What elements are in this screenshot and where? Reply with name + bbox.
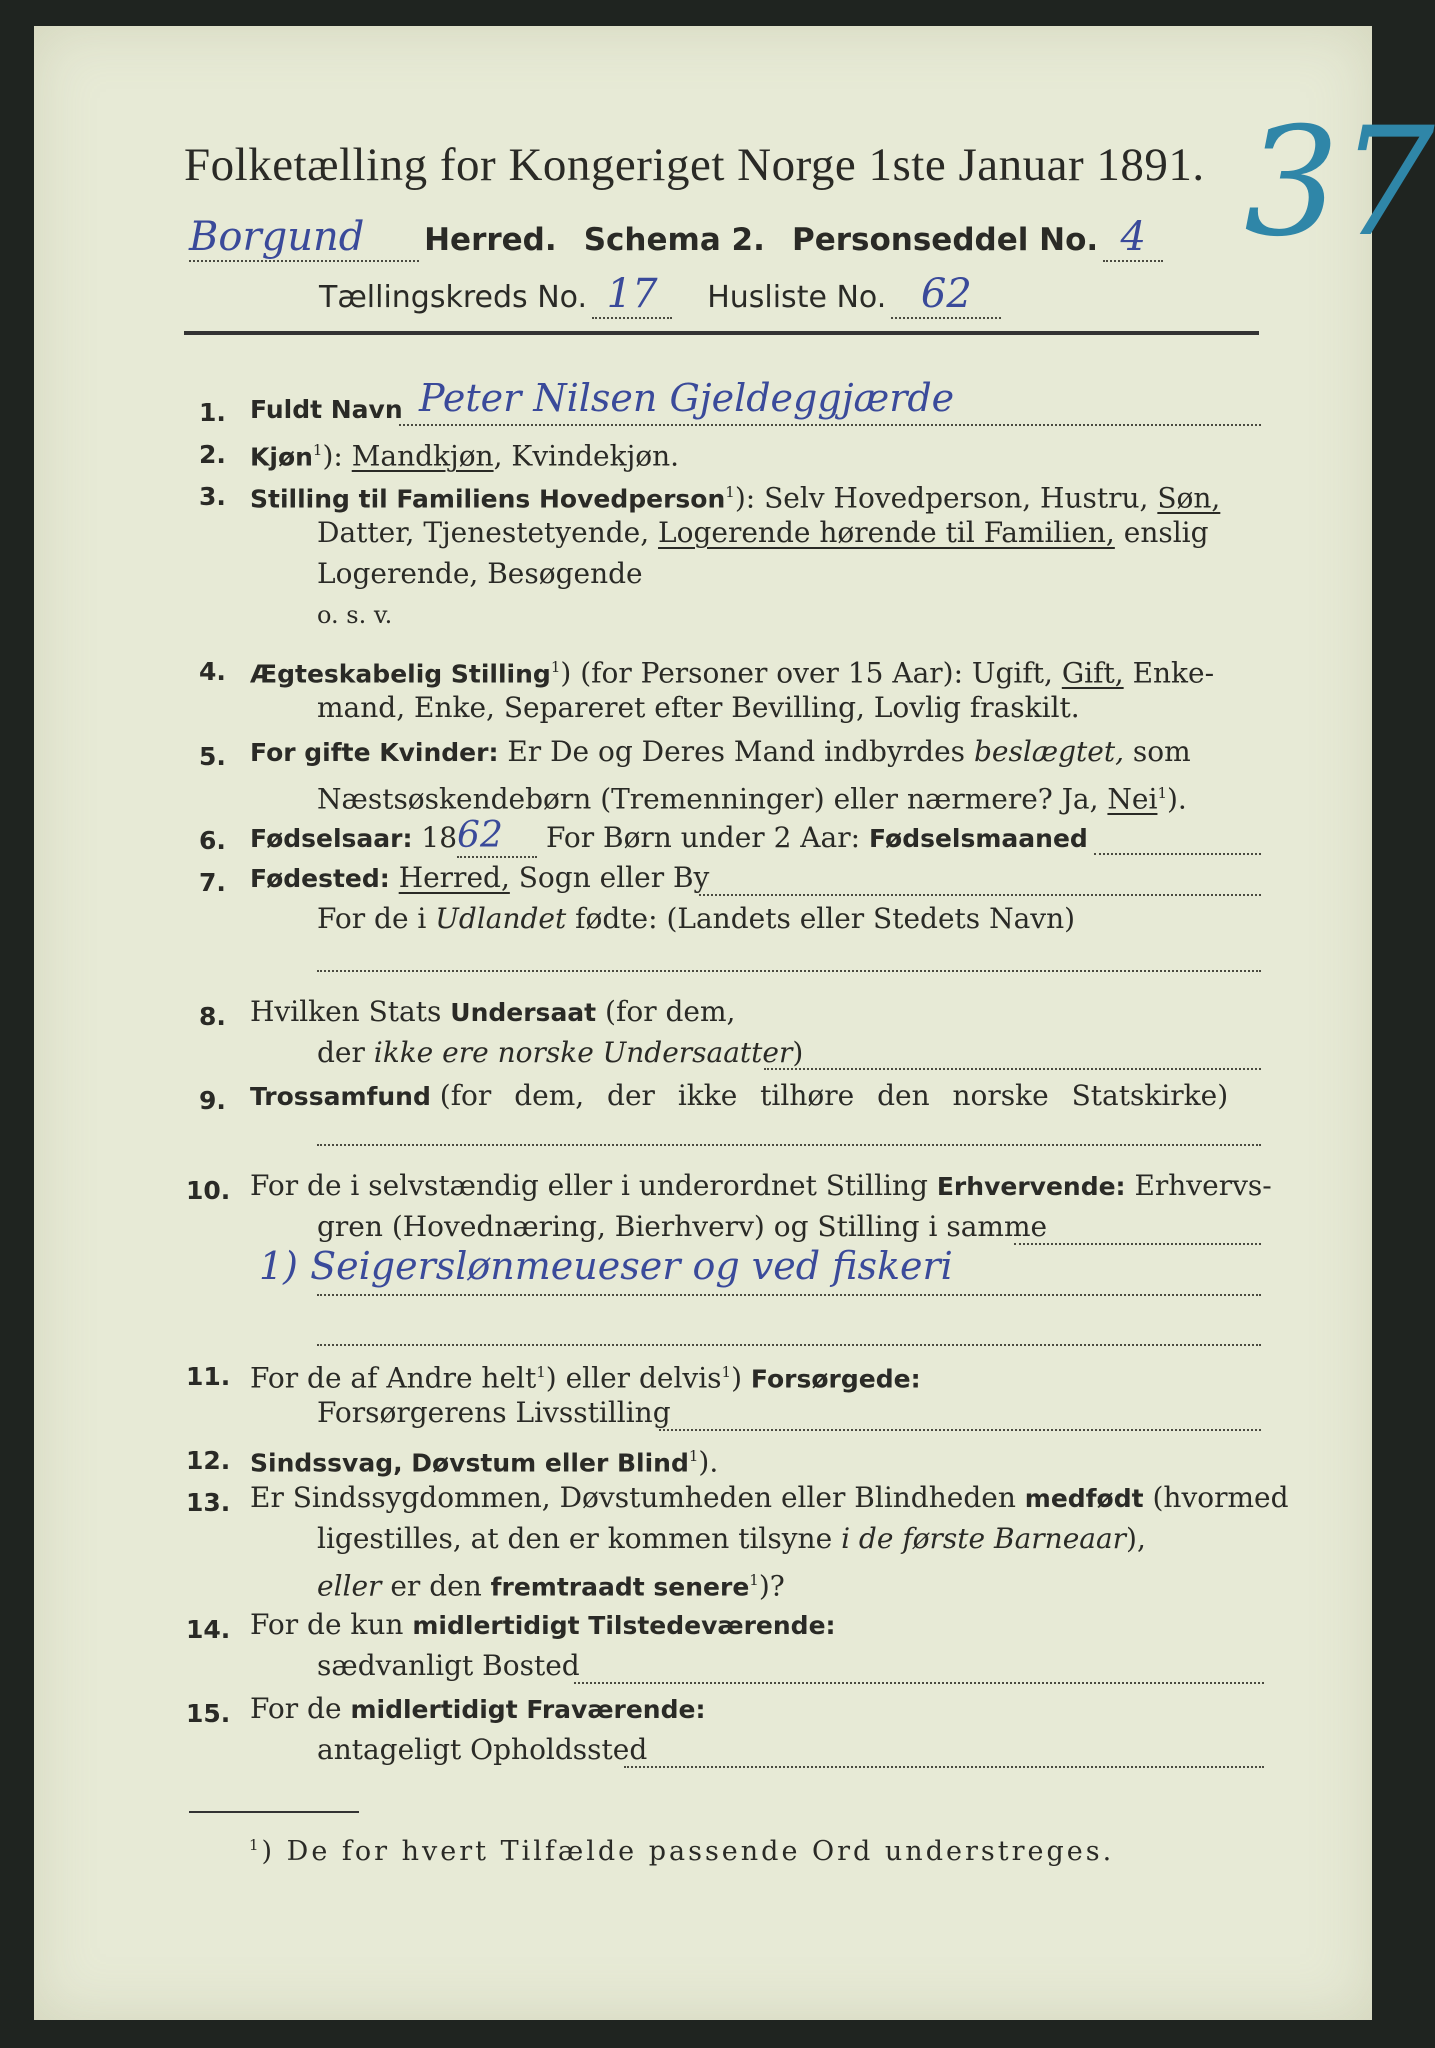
dotted-line (317, 970, 1261, 972)
item-number: 2. (199, 440, 226, 469)
position-options: enslig (1123, 516, 1209, 549)
dependent-label: Forsørgede: (750, 1364, 921, 1394)
birthplace-options: Sogn eller By (518, 861, 710, 894)
answer-no: Nei (1107, 782, 1158, 816)
abroad-question: For de i (317, 902, 427, 935)
disability-question: eller (317, 1569, 382, 1603)
kreds-line (319, 271, 1001, 319)
item-number: 15. (186, 1699, 231, 1728)
footnote-text: De for hvert Tilfælde passende Ord understreges. (286, 1836, 1115, 1867)
usual-residence-label: sædvanligt Bosted (317, 1649, 580, 1682)
marital-options: Enke- (1132, 656, 1215, 690)
item-number: 3. (199, 482, 226, 511)
form-title: Folketælling for Kongeriget Norge 1ste Januar 1891. (184, 139, 1205, 191)
provider-occupation-label: Forsørgerens Livsstilling (317, 1396, 671, 1429)
disability-question: i de første Barneaar (841, 1522, 1127, 1555)
item-10 (250, 1166, 1272, 1207)
footnote-mark: 1 (249, 1836, 262, 1854)
disability-label: Sindssvag, Døvstum eller Blind (250, 1448, 689, 1478)
occupation-value: 1) Seigerslønmeueser og ved fiskeri (259, 1244, 953, 1288)
item-11: For de af Andre helt$^1$) eller delvis$^1$) Forsørgede: (250, 1361, 921, 1395)
item-5 (250, 732, 1191, 773)
kreds-value: 17 (592, 271, 672, 319)
dotted-line (659, 1429, 1261, 1431)
item-number: 11. (186, 1362, 231, 1391)
disability-question: er den (390, 1569, 482, 1603)
item-number: 5. (199, 742, 226, 771)
item-number: 13. (186, 1488, 231, 1517)
item-13 (250, 1478, 1289, 1519)
position-options: Logerende, Besøgende (317, 557, 643, 590)
dotted-line (1014, 1243, 1261, 1245)
married-women-question: Er De og Deres Mand indbyrdes (507, 735, 966, 768)
sex-label: Kjøn (250, 442, 313, 472)
dotted-line (624, 1766, 1264, 1768)
item-1 (250, 389, 403, 430)
item-5-line2: Næstsøskendebørn (Tremenninger) eller nærmere? Ja, Nei$^1$). (317, 782, 1187, 816)
full-name-value: Peter Nilsen Gjeldeggjærde (419, 376, 955, 420)
occupation-question: gren (Hovednæring, Bierhverv) og Stilling i samme (317, 1210, 1048, 1243)
item-13-line3: eller er den fremtraadt senere$^1$)? (317, 1569, 785, 1603)
presumed-residence-label: antageligt Opholdssted (317, 1733, 648, 1766)
birthplace-label: Fødested: (250, 864, 390, 893)
position-options: Selv Hovedperson, Hustru, (764, 481, 1149, 515)
item-number: 9. (199, 1086, 226, 1115)
dotted-line (764, 1068, 1261, 1070)
item-8 (250, 992, 735, 1033)
birth-year-label: Fødselsaar: (250, 824, 413, 853)
disability-question: Er Sindssygdommen, Døvstumheden eller Blindheden (250, 1481, 1016, 1514)
dotted-line (699, 894, 1261, 896)
birth-year-prefix: 18 (421, 821, 458, 854)
item-15 (250, 1689, 705, 1730)
herred-value: Borgund (189, 214, 419, 262)
position-label: Stilling til Familiens Hovedperson (250, 484, 726, 514)
schema-label: Schema 2. (583, 222, 765, 258)
sex-option-female: Kvindekjøn. (511, 439, 680, 473)
item-4: Ægteskabelig Stilling$^1$) (for Personer over 15 Aar): Ugift, Gift, Enke- (250, 656, 1215, 690)
herred-label: Herred. (424, 222, 557, 258)
marital-label: Ægteskabelig Stilling (250, 659, 551, 689)
personseddel-value: 4 (1103, 214, 1163, 262)
dotted-line (317, 1344, 1261, 1346)
dependent-question: eller delvis (565, 1361, 722, 1395)
religion-question: (for dem, der ikke tilhøre den norske Statskirke) (439, 1079, 1229, 1112)
birth-year-value: 62 (457, 816, 537, 858)
item-9 (250, 1076, 1228, 1117)
item-7-line2 (317, 899, 1075, 939)
temporary-present-label: midlertidigt Tilstedeværende: (412, 1611, 836, 1640)
temporary-absent-label: midlertidigt Fraværende: (350, 1695, 706, 1724)
married-women-question: som (1132, 735, 1191, 768)
temporary-absent-question: For de (250, 1692, 342, 1725)
abroad-question: Udlandet (435, 902, 567, 935)
sex-option-male: Mandkjøn (351, 439, 494, 473)
citizenship-question: der (317, 1036, 365, 1069)
later-onset-label: fremtraadt senere (490, 1572, 750, 1602)
footnote-ref: 1 (312, 441, 323, 459)
marital-options: mand, Enke, Separeret efter Bevilling, Lovlig fraskilt. (317, 691, 1080, 724)
kreds-label: Tællingskreds No. (319, 280, 587, 315)
occupation-label: Erhvervende: (936, 1172, 1126, 1201)
header-rule (184, 331, 1259, 335)
birth-month-label: Fødselsmaaned (868, 824, 1088, 853)
item-2: Kjøn$^1$): Mandkjøn, Kvindekjøn. (250, 439, 680, 473)
personseddel-label: Personseddel No. (791, 222, 1099, 258)
item-number: 8. (199, 1002, 226, 1031)
occupation-question: For de i selvstændig eller i underordnet Stilling (250, 1169, 928, 1202)
disability-question: (hvormed (1152, 1481, 1289, 1514)
item-number: 14. (186, 1615, 231, 1644)
census-form (34, 26, 1435, 2020)
item-number: 6. (199, 826, 226, 855)
dependent-question: For de af Andre helt (250, 1361, 537, 1395)
item-3: Stilling til Familiens Hovedperson$^1$): Selv Hovedperson, Hustru, Søn, (250, 481, 1221, 515)
abroad-question: fødte: (Landets eller Stedets Navn) (575, 902, 1076, 935)
married-women-question: beslægtet, (973, 735, 1124, 768)
dotted-line (317, 1144, 1261, 1146)
married-women-label: For gifte Kvinder: (250, 738, 499, 767)
footnote-ref: 1 (725, 483, 735, 501)
birth-month-question: For Børn under 2 Aar: (545, 821, 861, 854)
footnote-rule (189, 1811, 359, 1813)
item-number: 12. (186, 1446, 231, 1475)
husliste-value: 62 (891, 271, 1001, 319)
religion-label: Trossamfund (250, 1082, 431, 1111)
item-number: 4. (199, 657, 226, 686)
husliste-label: Husliste No. (707, 280, 887, 315)
item-3-line2 (317, 513, 1209, 553)
citizenship-question: ikke ere norske Undersaatter (373, 1036, 793, 1069)
marital-options: (for Personer over 15 Aar): Ugift, (580, 656, 1053, 690)
dotted-line (574, 1682, 1264, 1684)
position-options: Datter, Tjenestetyende, (317, 516, 650, 549)
marital-option-married: Gift, (1061, 656, 1124, 690)
item-number: 7. (199, 868, 226, 897)
citizenship-question: (for dem, (605, 995, 736, 1028)
disability-question: ligestilles, at den er kommen tilsyne (317, 1522, 833, 1555)
item-number: 1. (199, 398, 226, 427)
footnote-ref: 1 (550, 658, 561, 676)
item-7 (250, 858, 709, 899)
dotted-line (317, 1294, 1261, 1296)
item-6 (250, 816, 1088, 859)
occupation-question: Erhvervs- (1134, 1169, 1272, 1202)
item-8-line2: der ikke ere norske Undersaatter) (317, 1036, 804, 1069)
position-options: o. s. v. (317, 601, 393, 629)
birthplace-option-herred: Herred, (398, 861, 510, 894)
congenital-label: medfødt (1024, 1484, 1144, 1513)
dotted-line (399, 424, 1261, 426)
position-option-lodger: Logerende hørende til Familien, (658, 516, 1115, 549)
footnote: $^1$) De for hvert Tilfælde passende Ord understreges. (249, 1836, 1115, 1867)
corner-number: 37 (1244, 96, 1435, 270)
temporary-present-question: For de kun (250, 1608, 404, 1641)
position-option-son: Søn, (1157, 481, 1221, 515)
citizenship-question: Hvilken Stats (250, 995, 442, 1028)
item-13-line2: ligestilles, at den er kommen tilsyne i de første Barneaar), (317, 1522, 1146, 1555)
item-number: 10. (186, 1176, 231, 1205)
herred-line (189, 214, 1163, 262)
item-14 (250, 1605, 836, 1646)
married-women-question: Næstsøskendebørn (Tremenninger) eller nærmere? Ja, (317, 782, 1099, 816)
full-name-label: Fuldt Navn (250, 395, 403, 424)
citizenship-label: Undersaat (450, 998, 597, 1027)
item-12: Sindssvag, Døvstum eller Blind$^1$). (250, 1445, 719, 1479)
dotted-line (1094, 853, 1261, 855)
